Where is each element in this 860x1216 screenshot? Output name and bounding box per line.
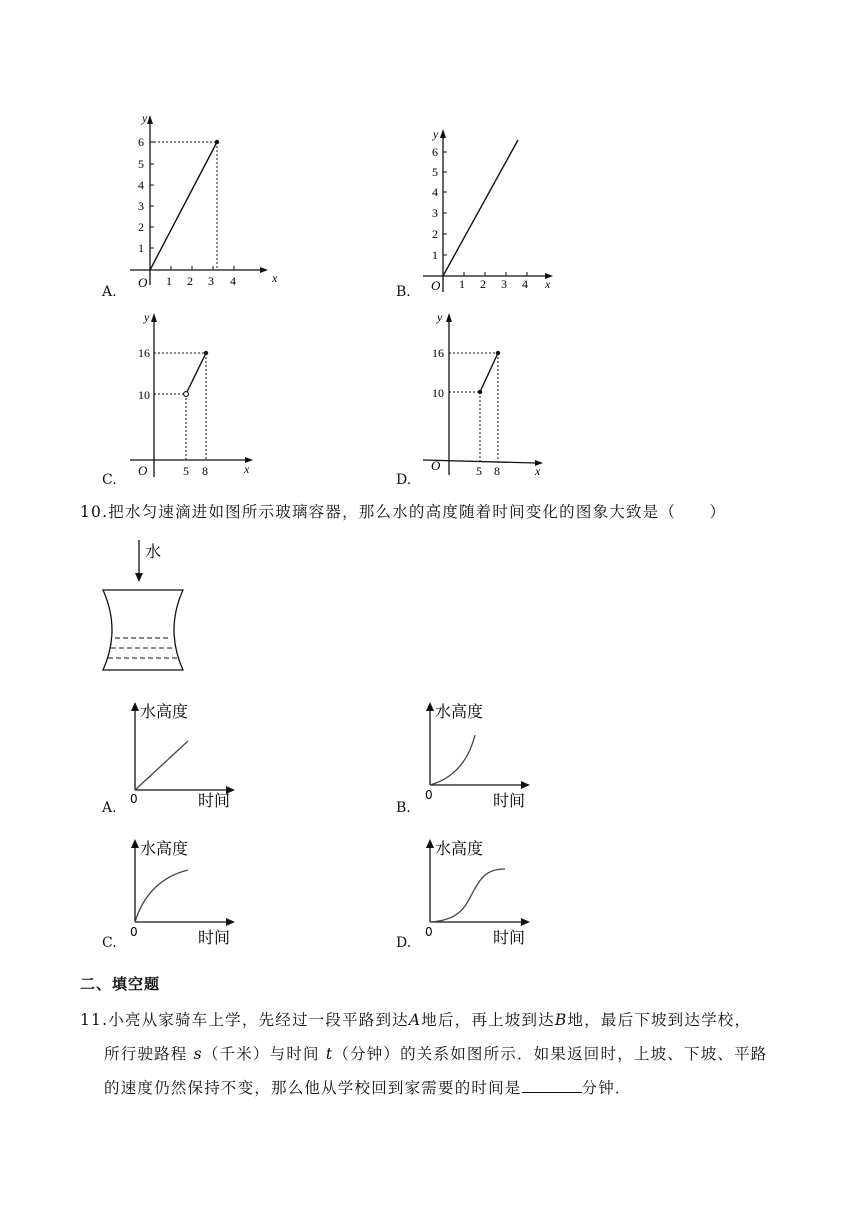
graph-c-letter: C. [102, 935, 117, 951]
option-b-letter: B. [396, 284, 411, 300]
origin-label: 0 [130, 792, 138, 806]
y-label: 水高度 [435, 702, 484, 721]
x-axis-label: x [272, 271, 278, 285]
y-arrow-icon [446, 313, 452, 322]
arrow-down-icon [135, 573, 143, 582]
x-tick-label: 2 [187, 274, 193, 288]
container-svg [95, 535, 205, 680]
option-a-letter: A. [102, 284, 117, 300]
y-arrow-icon [151, 313, 157, 322]
y-axis-label: y [433, 127, 439, 141]
origin-label: O [138, 463, 148, 478]
graph-a-letter: A. [102, 800, 117, 816]
y-arrow-icon [440, 129, 446, 138]
x-tick-label: 8 [202, 464, 208, 478]
variable-s: s [193, 1045, 203, 1063]
graph-line [443, 140, 518, 276]
question-10 [80, 500, 726, 522]
question-text: 把水匀速滴进如图所示玻璃容器，那么水的高度随着时间变化的图象大致是（ ） [108, 503, 727, 521]
y-tick-label: 1 [432, 248, 438, 262]
x-label: 时间 [493, 928, 526, 947]
x-axis-label: x [244, 462, 250, 476]
variable-b: B [554, 1011, 568, 1029]
y-tick-label: 5 [138, 157, 144, 171]
answer-blank[interactable] [522, 1078, 582, 1093]
graph-line [186, 353, 206, 394]
y-axis-label: y [437, 310, 443, 324]
y-tick-label: 4 [432, 185, 438, 199]
curve-s-shape [430, 869, 505, 922]
question-11-line1 [80, 1008, 751, 1030]
x-tick-label: 3 [208, 274, 214, 288]
x-arrow-icon [260, 267, 268, 273]
question-11-line3 [104, 1076, 632, 1098]
x-tick-label: 2 [480, 277, 486, 291]
x-tick-label: 4 [522, 277, 528, 291]
graph-c-svg [100, 305, 280, 485]
variable-t: t [325, 1045, 334, 1063]
text-span: 所行驶路程 [104, 1045, 188, 1063]
option-d-letter: D. [396, 472, 412, 488]
curve-concave-up [430, 735, 475, 785]
y-arrow-icon [131, 702, 139, 711]
graph-d-svg [395, 305, 575, 485]
glass-container-figure [95, 535, 205, 680]
closed-point [496, 351, 500, 355]
y-axis-label: y [144, 310, 150, 324]
text-span: （分钟）的关系如图所示．如果返回时，上坡、下坡、平路 [333, 1045, 768, 1063]
graph-line [150, 142, 217, 270]
y-tick-label: 10 [138, 388, 150, 402]
origin-label: O [431, 458, 441, 473]
graph-b-svg [415, 695, 565, 815]
graph-c [120, 832, 270, 952]
y-label: 水高度 [140, 702, 189, 721]
graph-d [415, 832, 565, 952]
x-tick-label: 3 [501, 277, 507, 291]
graph-d-letter: D. [396, 935, 412, 951]
variable-a: A [408, 1011, 422, 1029]
origin-label: O [431, 278, 441, 293]
origin-label: 0 [425, 925, 433, 939]
y-label: 水高度 [140, 839, 189, 858]
x-arrow-icon [521, 781, 530, 789]
y-tick-label: 3 [432, 206, 438, 220]
y-arrow-icon [147, 115, 153, 124]
origin-label: 0 [130, 925, 138, 939]
graph-b-svg [395, 120, 575, 300]
graph-d-svg [415, 832, 565, 952]
water-label: 水 [145, 542, 162, 561]
text-span: 地，最后下坡到达学校， [567, 1011, 752, 1029]
closed-point [478, 390, 482, 394]
text-span: 分钟． [581, 1079, 632, 1097]
y-tick-label: 6 [432, 145, 438, 159]
open-point [184, 392, 189, 397]
x-axis-label: x [545, 277, 551, 291]
graph-b [415, 695, 565, 815]
text-span: 地后，再上坡到达 [421, 1011, 555, 1029]
y-tick-label: 1 [138, 241, 144, 255]
y-tick-label: 2 [432, 227, 438, 241]
curve-concave-down [135, 870, 188, 922]
x-label: 时间 [493, 791, 526, 810]
x-axis-label: x [535, 464, 541, 478]
curve-linear [135, 741, 188, 790]
text-span: 的速度仍然保持不变，那么他从学校回到家需要的时间是 [104, 1079, 522, 1097]
option-a-graph [100, 110, 280, 300]
y-axis-label: y [142, 111, 148, 125]
option-c-letter: C. [102, 472, 117, 488]
x-arrow-icon [226, 918, 235, 926]
origin-label: 0 [425, 788, 433, 802]
y-arrow-icon [131, 839, 139, 848]
x-tick-label: 5 [476, 464, 482, 478]
question-number: 10. [80, 503, 109, 521]
y-tick-label: 3 [138, 199, 144, 213]
end-point [215, 140, 219, 144]
y-tick-label: 16 [138, 346, 150, 360]
y-tick-label: 2 [138, 220, 144, 234]
y-tick-label: 6 [138, 135, 144, 149]
x-tick-label: 1 [459, 277, 465, 291]
y-tick-label: 4 [138, 178, 144, 192]
graph-a-svg [120, 695, 270, 815]
y-tick-label: 10 [432, 386, 444, 400]
option-b-graph [395, 120, 575, 300]
graph-line [480, 353, 498, 392]
x-tick-label: 4 [230, 274, 236, 288]
option-c-graph [100, 305, 280, 485]
y-tick-label: 16 [432, 346, 444, 360]
question-number: 11. [80, 1011, 109, 1029]
graph-c-svg [120, 832, 270, 952]
option-d-graph [395, 305, 575, 485]
x-tick-label: 8 [494, 464, 500, 478]
graph-a-svg [100, 110, 280, 300]
y-tick-label: 5 [432, 165, 438, 179]
origin-label: O [138, 275, 148, 290]
text-span: （千米）与时间 [202, 1045, 320, 1063]
x-label: 时间 [198, 928, 231, 947]
y-label: 水高度 [435, 839, 484, 858]
text-span: 小亮从家骑车上学，先经过一段平路到达 [108, 1011, 409, 1029]
closed-point [204, 351, 208, 355]
section-title: 二、填空题 [80, 975, 161, 993]
x-tick-label: 1 [166, 274, 172, 288]
y-arrow-icon [426, 839, 434, 848]
x-label: 时间 [198, 791, 231, 810]
x-arrow-icon [521, 918, 530, 926]
x-tick-label: 5 [183, 464, 189, 478]
graph-b-letter: B. [396, 800, 411, 816]
question-11-line2 [104, 1042, 768, 1064]
graph-a [120, 695, 270, 815]
y-arrow-icon [426, 702, 434, 711]
